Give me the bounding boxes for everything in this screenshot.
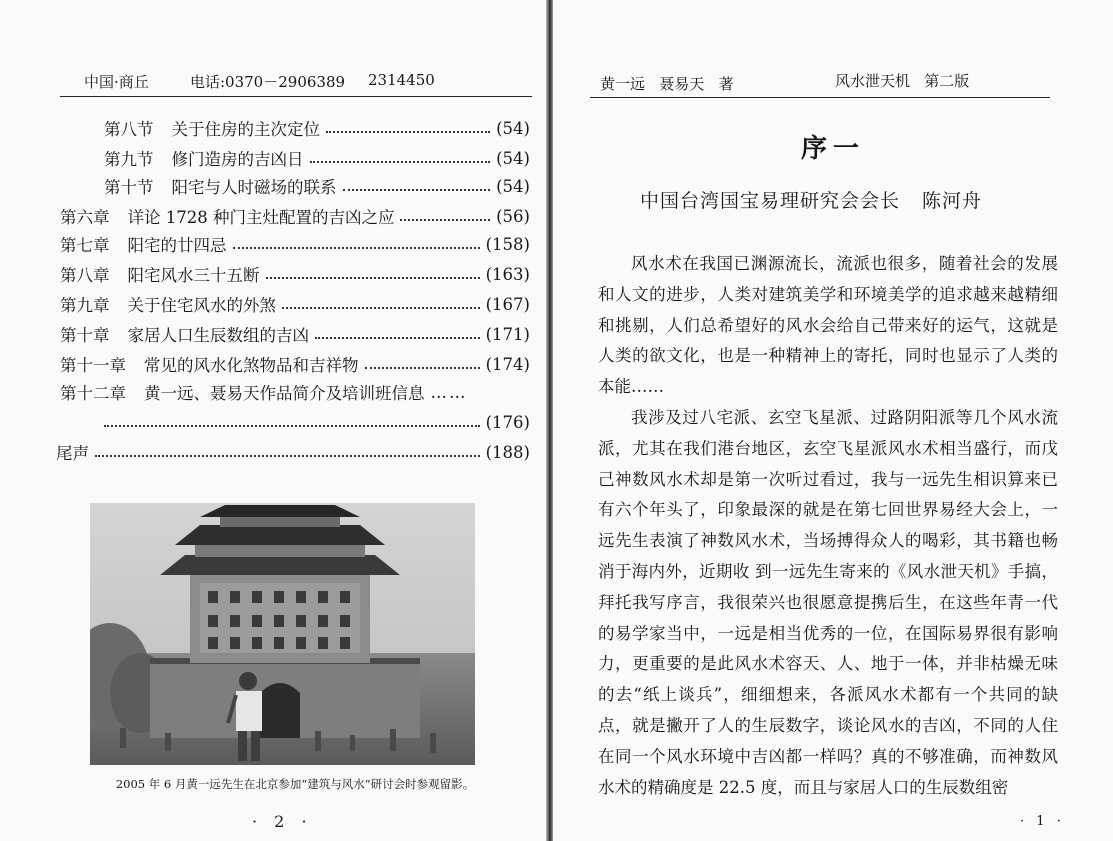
toc-leader (365, 367, 480, 369)
toc-leader (95, 455, 480, 457)
toc-page: (54) (496, 148, 530, 168)
toc-label: 第十章 (60, 326, 110, 345)
author-name: 陈河舟 (922, 190, 983, 212)
header-place: 中国·商丘 (84, 73, 149, 91)
toc-leader (282, 307, 480, 309)
toc-page: (54) (496, 118, 530, 138)
toc-page: (171) (485, 324, 530, 344)
toc-label: 第十节 (104, 178, 154, 197)
toc-entry (60, 350, 530, 378)
toc-leader-tail: …… (430, 382, 468, 402)
toc-page: (188) (485, 442, 530, 462)
toc-label: 尾声 (56, 444, 89, 463)
toc-page: (56) (496, 206, 530, 226)
toc-page: (167) (485, 294, 530, 314)
toc-entry (60, 114, 530, 142)
toc-title: 黄一远、聂易天作品简介及培训班信息 (144, 384, 425, 403)
book-gutter (546, 0, 553, 841)
toc-title: 阳宅的廿四忌 (127, 236, 227, 255)
toc-label: 第八节 (104, 120, 154, 139)
toc-page: (163) (485, 264, 530, 284)
toc-entry-continuation (104, 408, 530, 436)
toc-page: (176) (485, 412, 530, 432)
toc-leader (400, 219, 490, 221)
toc-label: 第六章 (60, 208, 110, 227)
toc-entry (56, 438, 530, 466)
toc-title: 常见的风水化煞物品和吉祥物 (144, 356, 359, 375)
toc-entry (60, 202, 530, 230)
paragraph: 风水术在我国已渊源流长，流派也很多，随着社会的发展和人文的进步，人类对建筑美学和环境美学的追求越来越精细和挑剔，人们总希望好的风水会给自己带来好的运气，这就是人类的欲文化，也是一种精神上的寄托，同时也显示了人类的本能…… (598, 254, 1058, 397)
toc-label: 第十一章 (60, 356, 126, 375)
toc-label: 第八章 (60, 266, 110, 285)
photo-gate-tower (90, 503, 475, 765)
header-book-title: 风水泄天机 第二版 (835, 72, 970, 90)
toc-entry (60, 172, 530, 200)
toc-label: 第九章 (60, 296, 110, 315)
page-number-left: · 2 · (252, 812, 313, 831)
toc-title: 关于住宅风水的外煞 (127, 296, 276, 315)
header-phone-2: 2314450 (368, 71, 435, 89)
toc-leader (104, 425, 480, 427)
header-rule-left (60, 96, 532, 97)
paragraph: 我涉及过八宅派、玄空飞星派、过路阴阳派等几个风水流派，尤其在我们港台地区，玄空飞星派风水术相当盛行，而戊己神数风水术却是第一次听过看过，我与一远先生相识算来已有六个年头了，印象最深的就是在第七回世界易经大会上，一远先生表演了神数风水术，当场搏得众人的喝彩，其书籍也畅消于海内外，近期收 到一远先生寄来的《风水泄天机》手搞，拜托我写序言，我很荣兴也很愿意提携后生，在这些年青一代的易学家当中，一远是相当优秀的一位，在国际易界很有影响力，更重要的是此风水术容天、人、地于一体，并非枯燥无味的去“纸上谈兵”，细细想来，各派风水术都有一个共同的缺点，就是撇开了人的生辰数字，谈论风水的吉凶，不同的人住在同一个风水环境中吉凶都一样吗？真的不够准确，而神数风水术的精确度是 22.5 度，而且与家居人口的生辰数组密 (598, 407, 1058, 797)
toc-entry (60, 320, 530, 348)
preface-body (598, 249, 1058, 803)
header-authors: 黄一远 聂易天 著 (600, 75, 734, 93)
toc-leader (343, 189, 491, 191)
author-title: 中国台湾国宝易理研究会会长 (640, 190, 901, 212)
toc-page: (174) (485, 354, 530, 374)
toc-title: 详论 1728 种门主灶配置的吉凶之应 (127, 208, 395, 227)
toc-entry (60, 260, 530, 288)
toc-label: 第十二章 (60, 384, 126, 403)
toc-leader (310, 161, 491, 163)
header-rule-right (590, 97, 1050, 98)
toc-entry (60, 290, 530, 318)
header-phone: 电话:0370－2906389 (190, 73, 346, 91)
toc-title: 阳宅与人时磁场的联系 (171, 178, 337, 197)
toc-page: (54) (496, 176, 530, 196)
preface-title: 序一 (800, 134, 865, 164)
toc-entry (60, 230, 530, 258)
toc-title: 家居人口生辰数组的吉凶 (127, 326, 309, 345)
toc-entry (60, 378, 530, 406)
preface-author (640, 186, 982, 213)
toc-leader (266, 277, 480, 279)
toc-leader (326, 131, 490, 133)
photo-caption: 2005 年 6 月黄一远先生在北京参加“建筑与风水”研讨会时参观留影。 (115, 777, 475, 791)
toc-title: 修门造房的吉凶日 (171, 150, 304, 169)
toc-title: 关于住房的主次定位 (171, 120, 320, 139)
toc-leader (233, 247, 480, 249)
toc-label: 第九节 (104, 150, 154, 169)
toc-leader (315, 337, 480, 339)
toc-label: 第七章 (60, 236, 110, 255)
toc-title: 阳宅风水三十五断 (127, 266, 260, 285)
toc-page: (158) (485, 234, 530, 254)
toc-entry (60, 144, 530, 172)
photo-illustration (90, 503, 475, 765)
page-number-right: · 1 · (1020, 814, 1065, 829)
